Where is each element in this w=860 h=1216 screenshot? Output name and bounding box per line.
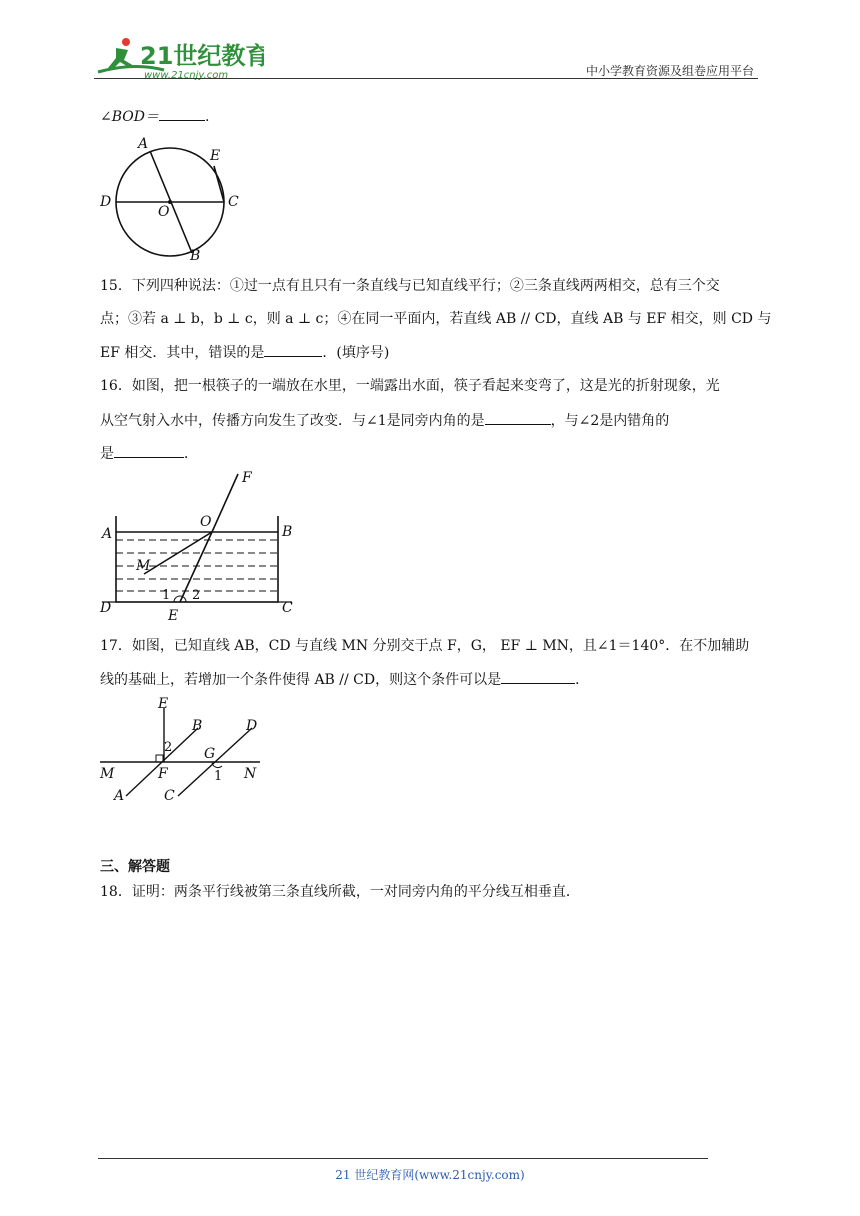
q14-answer-blank[interactable] <box>159 106 205 121</box>
fig17-label-A: A <box>114 788 125 804</box>
q15-line-2: 点；③若 a ⊥ b，b ⊥ c，则 a ⊥ c；④在同一平面内，若直线 AB // CD，直线 AB 与 EF 相交，则 CD 与 <box>100 311 772 327</box>
fig16-label-A: A <box>102 526 113 542</box>
fig14-label-C: C <box>228 194 239 210</box>
q16-line-2-text: 从空气射入水中，传播方向发生了改变．与∠1是同旁内角的是 <box>100 413 485 429</box>
header-platform-text: 中小学教育资源及组卷应用平台 <box>585 64 754 78</box>
section-title-answer-questions: 三、解答题 <box>100 859 170 875</box>
fig16-label-C: C <box>282 600 293 616</box>
q17-line-1: 17．如图，已知直线 AB，CD 与直线 MN 分别交于点 F，G， EF ⊥ MN，且∠1＝140°．在不加辅助 <box>100 638 750 654</box>
figure-16-refraction <box>96 470 306 626</box>
q16-answer-blank-1[interactable] <box>485 410 551 425</box>
q17-line-2-end: ． <box>575 672 590 688</box>
fig16-label-E: E <box>168 608 179 624</box>
q17-line-2-text: 线的基础上，若增加一个条件使得 AB // CD，则这个条件可以是 <box>100 672 502 688</box>
header-divider <box>94 78 758 79</box>
q16-line-3-text: 是 <box>100 446 114 462</box>
q14-answer-line <box>100 106 209 127</box>
fig14-label-A: A <box>138 136 149 152</box>
fig17-label-N: N <box>244 766 257 782</box>
q18-text: 18．证明：两条平行线被第三条直线所截，一对同旁内角的平分线互相垂直． <box>100 884 580 900</box>
q17-answer-blank[interactable] <box>501 669 575 684</box>
fig16-label-O: O <box>200 514 212 530</box>
footer-link[interactable]: 21 世纪教育网(www.21cnjy.com) <box>335 1168 525 1182</box>
q15-line-3 <box>100 342 389 363</box>
svg-text:21世纪教育: 21世纪教育 <box>140 42 264 70</box>
q16-line-2 <box>100 410 669 431</box>
fig17-label-M: M <box>100 766 115 782</box>
fig14-label-B: B <box>190 248 201 264</box>
footer-divider <box>98 1158 708 1159</box>
fig17-label-D: D <box>246 718 258 734</box>
q16-line-3 <box>100 443 198 464</box>
fig14-label-O: O <box>158 204 170 220</box>
q14-end: . <box>204 109 210 125</box>
fig16-label-D: D <box>100 600 112 616</box>
fig17-label-1: 1 <box>214 769 223 784</box>
q15-line-3-end: ．(填序号) <box>322 345 390 361</box>
q16-line-1: 16．如图，把一根筷子的一端放在水里，一端露出水面，筷子看起来变弯了，这是光的折射现象，光 <box>100 378 720 394</box>
fig17-label-C: C <box>164 788 175 804</box>
q15-line-3-text: EF 相交．其中，错误的是 <box>100 345 265 361</box>
q15-answer-blank[interactable] <box>264 342 322 357</box>
site-logo <box>94 34 264 82</box>
fig17-label-F: F <box>158 766 168 782</box>
fig16-label-1: 1 <box>162 588 171 603</box>
q16-line-3-end: ． <box>184 446 198 462</box>
q16-answer-blank-2[interactable] <box>114 443 184 458</box>
fig14-label-E: E <box>210 148 221 164</box>
fig17-label-G: G <box>204 746 216 762</box>
fig17-label-E: E <box>158 696 169 712</box>
svg-text:www.21cnjy.com: www.21cnjy.com <box>144 70 229 81</box>
figure-17-parallel-lines <box>96 694 272 806</box>
fig16-label-B: B <box>282 524 293 540</box>
q15-line-1: 15．下列四种说法：①过一点有且只有一条直线与已知直线平行；②三条直线两两相交，总有三个交 <box>100 278 720 294</box>
figure-14-circle <box>96 134 256 264</box>
fig16-label-2: 2 <box>192 588 201 603</box>
q17-line-2 <box>100 669 589 690</box>
fig17-label-2: 2 <box>164 740 173 755</box>
fig14-label-D: D <box>100 194 112 210</box>
fig17-label-B: B <box>192 718 203 734</box>
fig16-label-F: F <box>242 470 252 486</box>
q16-line-2-end: ，与∠2是内错角的 <box>550 413 670 429</box>
q14-label: ∠BOD＝ <box>100 109 159 125</box>
fig16-label-M: M <box>136 558 151 574</box>
